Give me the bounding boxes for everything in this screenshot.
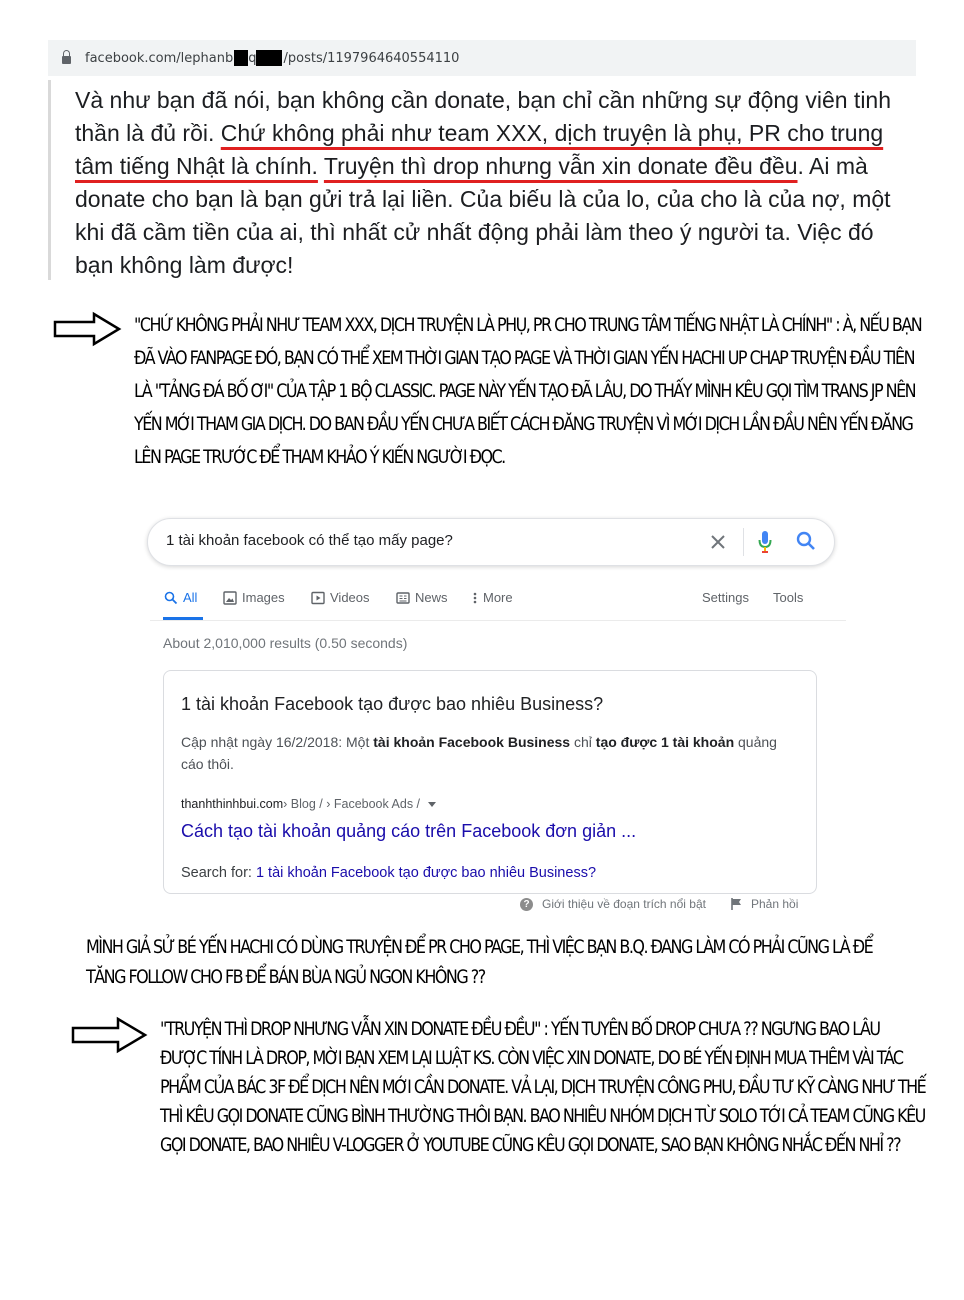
- snippet-text: [181, 731, 791, 775]
- cite-path: › Blog / › Facebook Ads /: [283, 797, 421, 811]
- about-snippet-label: Giới thiệu về đoạn trích nổi bật: [542, 897, 706, 911]
- arrow-right-icon: [52, 311, 122, 347]
- tab-label: Videos: [330, 590, 370, 605]
- google-search-box[interactable]: [147, 518, 835, 566]
- question-icon: ?: [520, 898, 533, 911]
- quote-part: Và như bạn đã nói, bạn không cần donate, bạn chỉ cần những sự động viên tinh thần là đủ rồi.: [75, 87, 892, 146]
- snippet-bold: tạo được 1 tài khoản: [595, 734, 735, 750]
- tab-label: All: [183, 590, 198, 605]
- settings-label: Settings: [702, 590, 749, 605]
- image-icon: [223, 591, 237, 605]
- quote-part: . Ai mà donate cho bạn là bạn gửi trả lại liền. Của biếu là của lo, của cho là của nợ, một khi đã cầm tiền của ai, thì nhất cử nhất động phải làm theo ý người ta. Việc đó bạn không làm được!: [75, 153, 891, 278]
- snippet-bold: tài khoản Facebook Business: [373, 734, 571, 750]
- search-input[interactable]: 1 tài khoản facebook có thể tạo mấy page?: [166, 532, 453, 549]
- quote-text: [75, 84, 915, 282]
- tab-label: News: [415, 590, 448, 605]
- quote-underlined-1: Chứ không phải như team XXX, dịch truyện là phụ, PR cho trung tâm tiếng Nhật là chính.: [75, 120, 884, 179]
- settings-link[interactable]: [702, 590, 749, 605]
- lock-icon: [62, 56, 71, 64]
- tab-videos[interactable]: [311, 590, 370, 605]
- address-bar[interactable]: [48, 40, 916, 76]
- feedback-link[interactable]: [731, 897, 798, 911]
- comment-3: "TRUYỆN THÌ DROP NHƯNG VẪN XIN DONATE ĐỀU ĐỀU" : YẾN TUYÊN BỐ DROP CHƯA ?? NGƯNG BAO LÂU ĐƯỢC TÍNH LÀ DROP, MỜI BẠN XEM LẠI LUẬT KS. CÒN VIỆC XIN DONATE, DO BÉ YẾN ĐỊNH MUA THÊM VÀI TÁC PHẨM CỦA BÁC 3F ĐỂ DỊCH NÊN MỚI CẦN DONATE. VẢ LẠI, DỊCH TRUYỆN CÔNG PHU, ĐẦU TƯ KỸ CÀNG NHƯ THẾ THÌ KÊU GỌI DONATE CŨNG BÌNH THƯỜNG THÔI BẠN. BAO NHIÊU NHÓM DỊCH TỪ SOLO TỚI CẢ TEAM CŨNG KÊU GỌI DONATE, BAO NHIÊU V-LOGGER Ở YOUTUBE CŨNG KÊU GỌI DONATE, SAO BẠN KHÔNG NHẮC ĐẾN NHỈ ??: [160, 1018, 926, 1156]
- comment-2: MÌNH GIẢ SỬ BÉ YẾN HACHI CÓ DÙNG TRUYỆN ĐỂ PR CHO PAGE, THÌ VIỆC BẠN B.Q. ĐANG LÀM CÓ PHẢI CŨNG LÀ ĐỂ TĂNG FOLLOW CHO FB ĐỂ BÁN BÙA NGỦ NGON KHÔNG ??: [86, 936, 873, 988]
- news-icon: [396, 591, 410, 605]
- microphone-icon[interactable]: [758, 530, 772, 554]
- snippet-part: chỉ: [570, 734, 596, 750]
- url-mid: q: [248, 50, 257, 66]
- tab-more[interactable]: [472, 590, 513, 605]
- tab-label: More: [483, 590, 513, 605]
- tab-label: Images: [242, 590, 285, 605]
- result-stats: About 2,010,000 results (0.50 seconds): [163, 635, 408, 651]
- search-for-label: Search for:: [181, 865, 256, 881]
- quote-underlined-2: Truyện thì drop nhưng vẫn xin donate đều đều: [323, 153, 798, 179]
- result-title-link[interactable]: Cách tạo tài khoản quảng cáo trên Facebook đơn giản ...: [181, 821, 637, 841]
- comment-1: "CHỨ KHÔNG PHẢI NHƯ TEAM XXX, DỊCH TRUYỆN LÀ PHỤ, PR CHO TRUNG TÂM TIẾNG NHẬT LÀ CHÍNH" : À, NẾU BẠN ĐÃ VÀO FANPAGE ĐÓ, BẠN CÓ THỂ XEM THỜI GIAN TẠO PAGE VÀ THỜI GIAN YẾN HACHI UP CHAP TRUYỆN ĐẦU TIÊN LÀ "TẢNG ĐÁ BỐ ƠI" CỦA TẬP 1 BỘ CLASSIC. PAGE NÀY YẾN TẠO ĐÃ LÂU, DO THẤY MÌNH KÊU GỌI TÌM TRANS JP NÊN YẾN MỚI THAM GIA DỊCH. DO BAN ĐẦU YẾN CHƯA BIẾT CÁCH ĐĂNG TRUYỆN VÌ MỚI DỊCH LẦN ĐẦU NÊN YẾN ĐĂNG LÊN PAGE TRƯỚC ĐỂ THAM KHẢO Ý KIẾN NGƯỜI ĐỌC.: [134, 314, 922, 468]
- cite-domain: thanhthinhbui.com: [181, 797, 284, 811]
- tab-all[interactable]: [164, 590, 197, 605]
- search-for-link[interactable]: 1 tài khoản Facebook tạo được bao nhiêu Business?: [255, 865, 597, 881]
- redaction-block: [234, 50, 248, 66]
- result-citation: [181, 797, 436, 811]
- clear-icon[interactable]: [709, 533, 727, 551]
- divider: [743, 528, 744, 556]
- caret-down-icon[interactable]: [428, 802, 436, 807]
- tools-label: Tools: [773, 590, 804, 605]
- flag-icon: [731, 898, 742, 910]
- url-end: /posts/1197964640554110: [283, 50, 460, 66]
- tabs-divider: [150, 620, 846, 621]
- feedback-label: Phản hồi: [751, 897, 799, 911]
- snippet-question: 1 tài khoản Facebook tạo được bao nhiêu Business?: [181, 694, 604, 714]
- search-for-line: [181, 865, 596, 881]
- arrow-right-icon: [70, 1016, 148, 1054]
- featured-snippet: [163, 670, 817, 894]
- tools-link[interactable]: [773, 590, 803, 605]
- search-icon[interactable]: [796, 531, 816, 551]
- video-icon: [311, 591, 325, 605]
- search-icon: [164, 591, 178, 605]
- more-vertical-icon: [472, 591, 478, 605]
- tab-images[interactable]: [223, 590, 285, 605]
- redaction-block: [256, 50, 282, 66]
- about-snippet-link[interactable]: [520, 897, 706, 911]
- snippet-part: Cập nhật ngày 16/2/2018: Một: [181, 734, 374, 750]
- tab-news[interactable]: [396, 590, 448, 605]
- snippet-part: quảng cáo thôi.: [181, 734, 777, 772]
- url-start: facebook.com/lephanb: [85, 50, 234, 66]
- quoted-post: [48, 80, 911, 280]
